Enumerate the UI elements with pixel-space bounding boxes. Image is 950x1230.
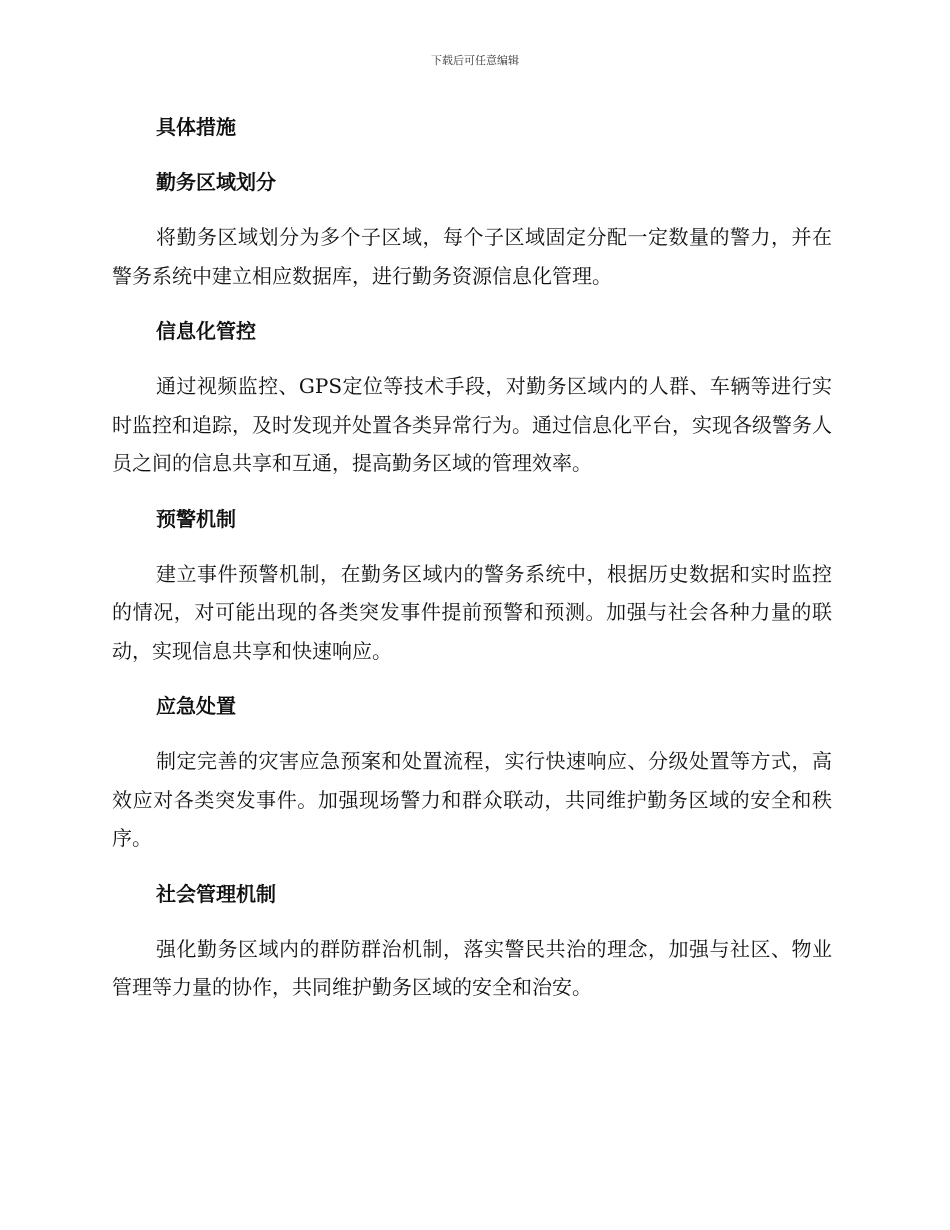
- section-heading: 勤务区域划分: [156, 170, 276, 194]
- section-paragraph: 通过视频监控、GPS定位等技术手段，对勤务区域内的人群、车辆等进行实时监控和追踪，及时发现并处置各类异常行为。通过信息化平台，实现各级警务人员之间的信息共享和互通，提高勤务区域的管理效率。: [112, 374, 832, 475]
- section-info-control: [112, 312, 832, 483]
- running-header: 下载后可任意编辑: [431, 54, 519, 67]
- section-area-division: [112, 163, 832, 295]
- section-social-management: [112, 875, 832, 1007]
- section-heading: 信息化管控: [156, 319, 256, 343]
- section-paragraph: 强化勤务区域内的群防群治机制，落实警民共治的理念，加强与社区、物业管理等力量的协作，共同维护勤务区域的安全和治安。: [112, 936, 832, 999]
- section-heading: 应急处置: [156, 694, 236, 718]
- section-heading: 预警机制: [156, 506, 236, 531]
- section-paragraph: 制定完善的灾害应急预案和处置流程，实行快速响应、分级处置等方式，高效应对各类突发事件。加强现场警力和群众联动，共同维护勤务区域的安全和秩序。: [112, 749, 832, 850]
- section-emergency-response: [112, 687, 832, 858]
- section-paragraph: 建立事件预警机制，在勤务区域内的警务系统中，根据历史数据和实时监控的情况，对可能出现的各类突发事件提前预警和预测。加强与社会各种力量的联动，实现信息共享和快速响应。: [112, 561, 832, 663]
- document-body: [112, 108, 832, 1024]
- section-early-warning: [112, 500, 832, 671]
- document-title: 具体措施: [156, 115, 236, 139]
- section-heading: 社会管理机制: [156, 881, 276, 906]
- section-paragraph: 将勤务区域划分为多个子区域，每个子区域固定分配一定数量的警力，并在警务系统中建立相应数据库，进行勤务资源信息化管理。: [112, 225, 832, 288]
